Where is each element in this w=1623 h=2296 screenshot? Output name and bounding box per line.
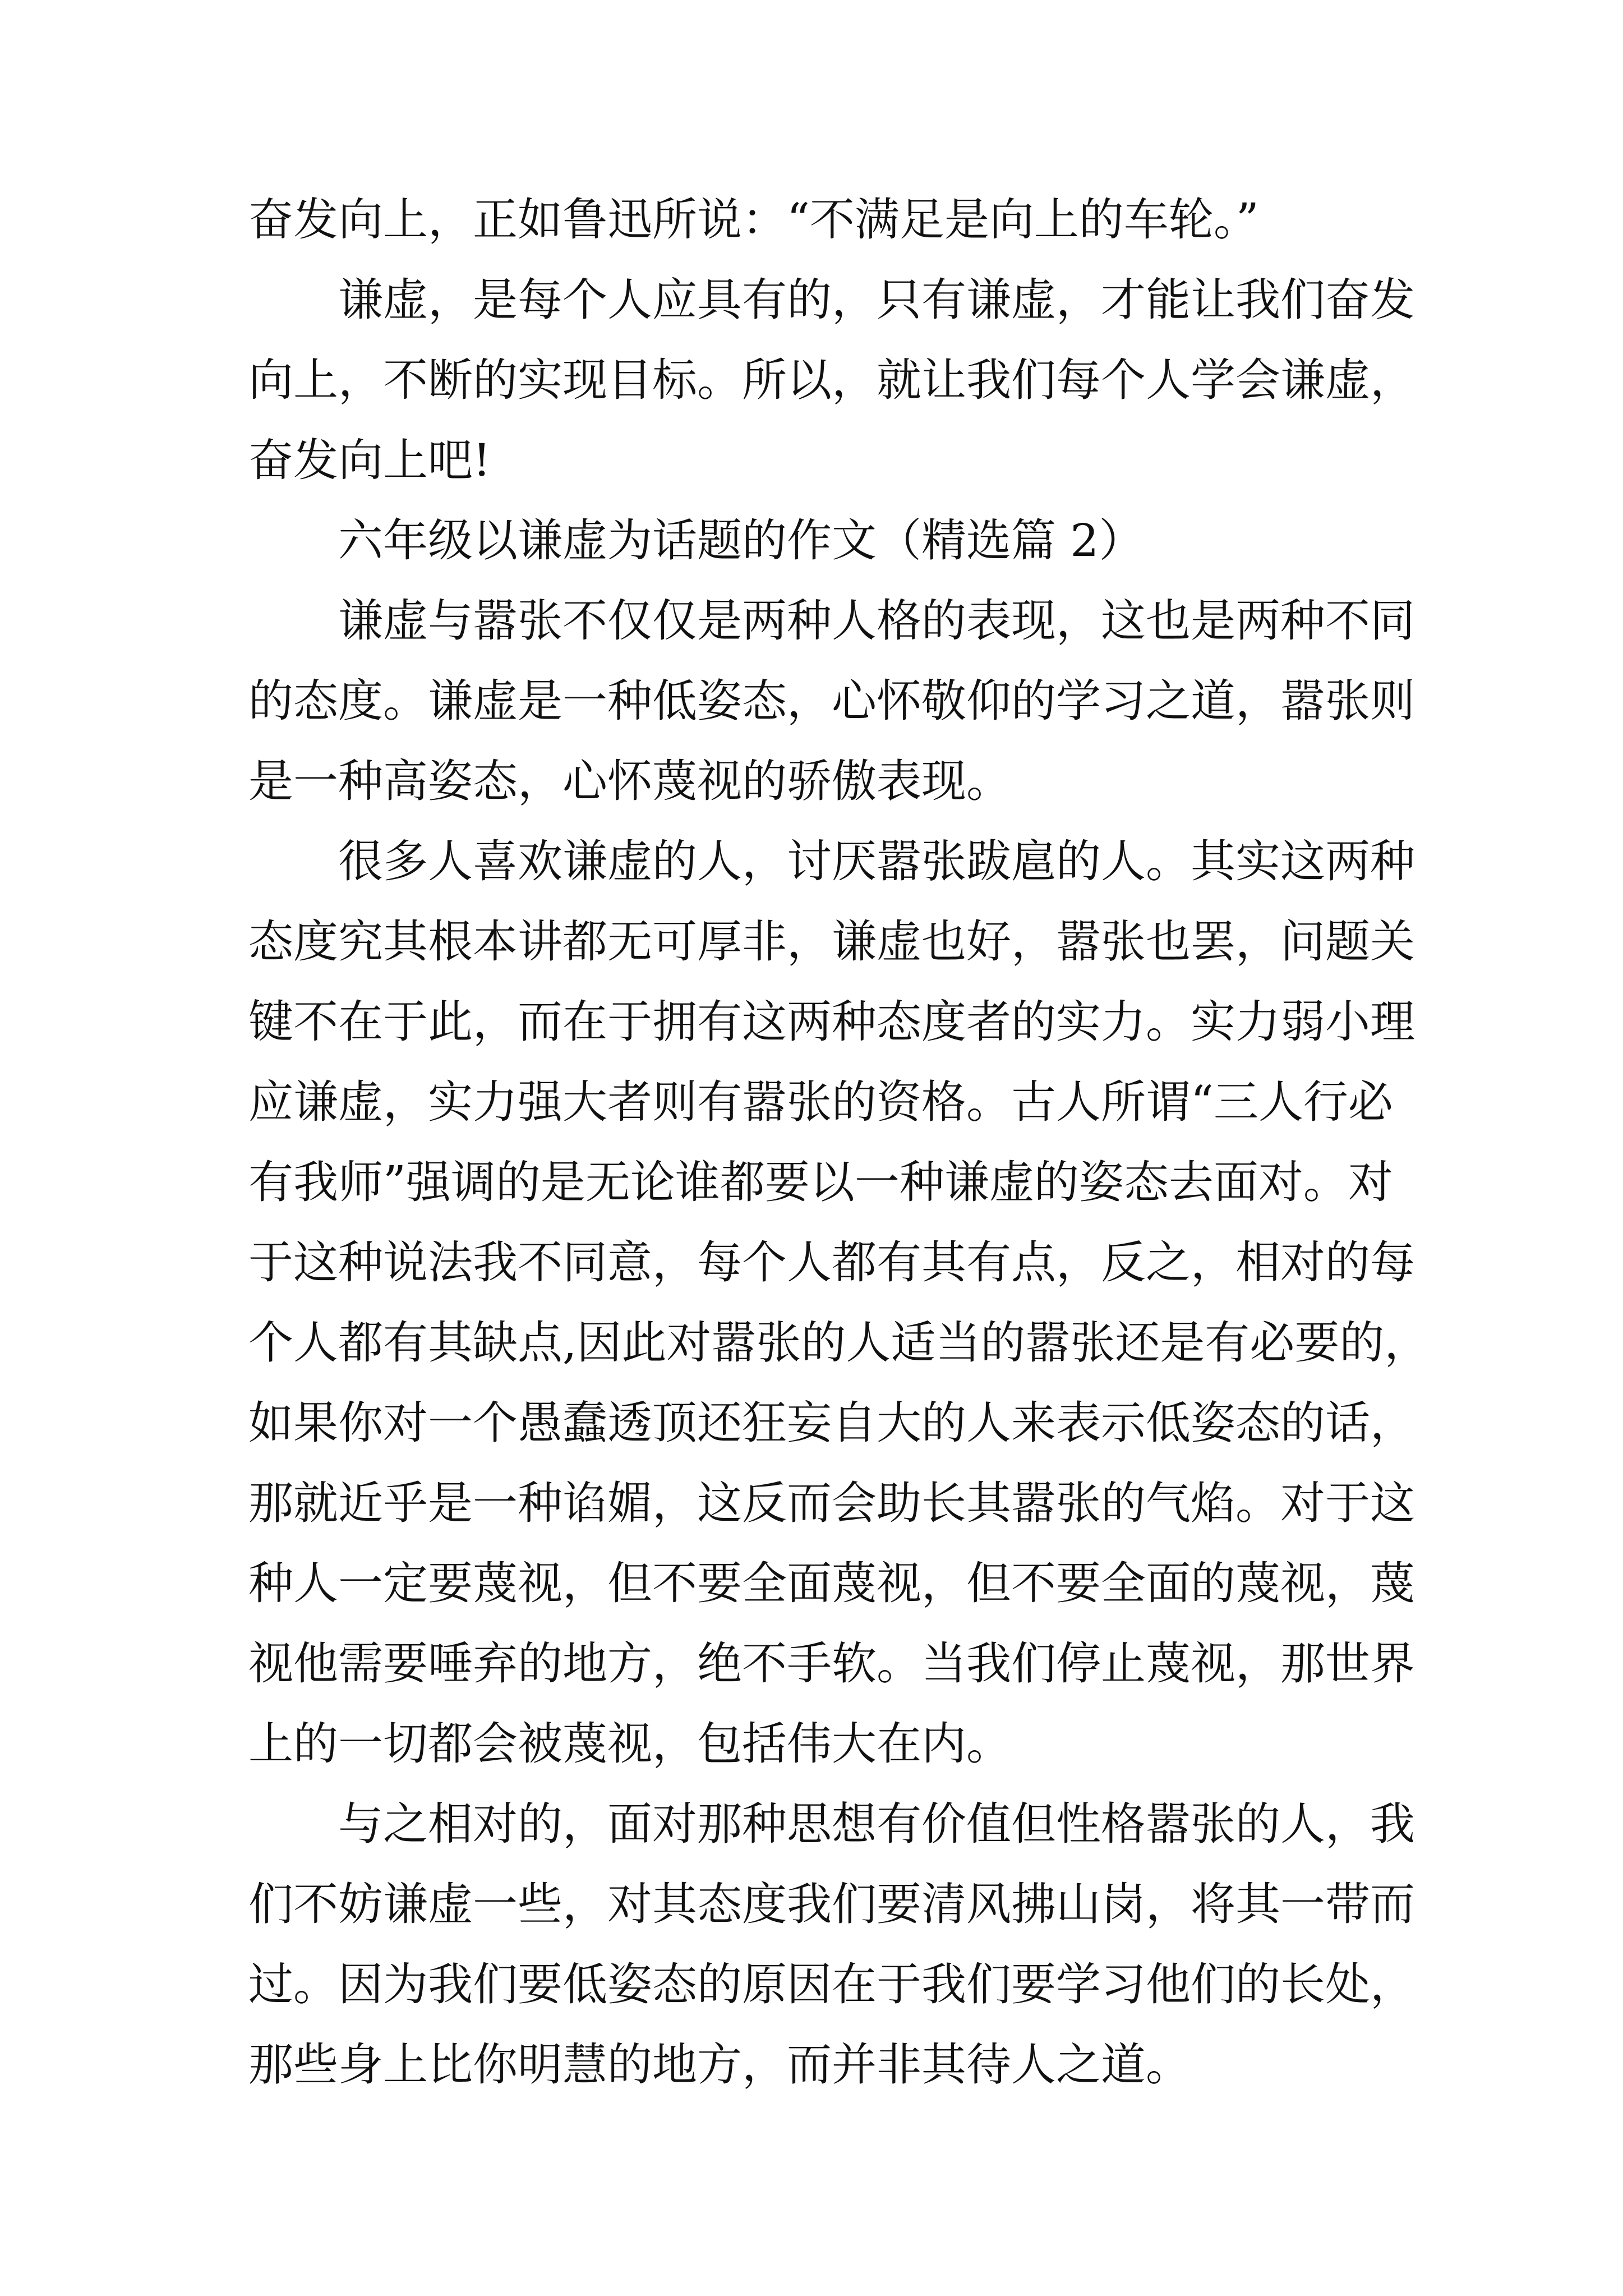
text-line: 们不妨谦虚一些，对其态度我们要清风拂山岗，将其一带而 <box>248 1878 1415 1930</box>
text-line: 种人一定要蔑视，但不要全面蔑视，但不要全面的蔑视，蔑 <box>248 1557 1415 1609</box>
paragraph-body <box>248 821 1430 1784</box>
paragraph-continuation <box>248 180 1387 260</box>
text-line: 态度究其根本讲都无可厚非，谦虚也好，嚣张也罢，问题关 <box>248 915 1415 968</box>
text-line: 奋发向上吧! <box>248 434 491 486</box>
text-line: 有我师”强调的是无论谁都要以一种谦虚的姿态去面对。对 <box>248 1156 1393 1208</box>
text-line: 谦虚与嚣张不仅仅是两种人格的表现，这也是两种不同 <box>338 595 1415 647</box>
text-line: 与之相对的，面对那种思想有价值但性格嚣张的人，我 <box>338 1798 1415 1850</box>
text-line: 向上，不断的实现目标。所以，就让我们每个人学会谦虚， <box>248 354 1415 406</box>
document-body <box>248 180 1430 2105</box>
text-line: 过。因为我们要低姿态的原因在于我们要学习他们的长处， <box>248 1958 1415 2010</box>
text-line: 上的一切都会被蔑视，包括伟大在内。 <box>248 1718 1011 1770</box>
paragraph-closing <box>248 1784 1415 2105</box>
text-line: 的态度。谦虚是一种低姿态，心怀敬仰的学习之道，嚣张则 <box>248 675 1415 727</box>
text-line: 很多人喜欢谦虚的人，讨厌嚣张跋扈的人。其实这两种 <box>338 835 1415 887</box>
text-line: 那就近乎是一种谄媚，这反而会助长其嚣张的气焰。对于这 <box>248 1477 1415 1529</box>
text-line: 那些身上比你明慧的地方，而并非其待人之道。 <box>248 2039 1191 2091</box>
essay-title: 六年级以谦虚为话题的作文（精选篇 2） <box>338 514 1144 567</box>
text-line: 应谦虚，实力强大者则有嚣张的资格。古人所谓“三人行必 <box>248 1076 1393 1128</box>
text-line: 个人都有其缺点,因此对嚣张的人适当的嚣张还是有必要的， <box>248 1317 1430 1369</box>
paragraph-conclusion <box>248 260 1415 500</box>
text-line: 视他需要唾弃的地方，绝不手软。当我们停止蔑视，那世界 <box>248 1637 1415 1690</box>
text-line: 如果你对一个愚蠢透顶还狂妄自大的人来表示低姿态的话， <box>248 1397 1415 1449</box>
paragraph-intro <box>248 581 1415 821</box>
text-line: 奋发向上，正如鲁迅所说：“不满足是向上的车轮。” <box>248 194 1259 246</box>
text-line: 于这种说法我不同意，每个人都有其有点，反之，相对的每 <box>248 1236 1415 1289</box>
essay-heading <box>248 500 1387 581</box>
text-line: 谦虚，是每个人应具有的，只有谦虚，才能让我们奋发 <box>338 274 1415 326</box>
text-line: 是一种高姿态，心怀蔑视的骄傲表现。 <box>248 755 1011 807</box>
text-line: 键不在于此，而在于拥有这两种态度者的实力。实力弱小理 <box>248 996 1415 1048</box>
